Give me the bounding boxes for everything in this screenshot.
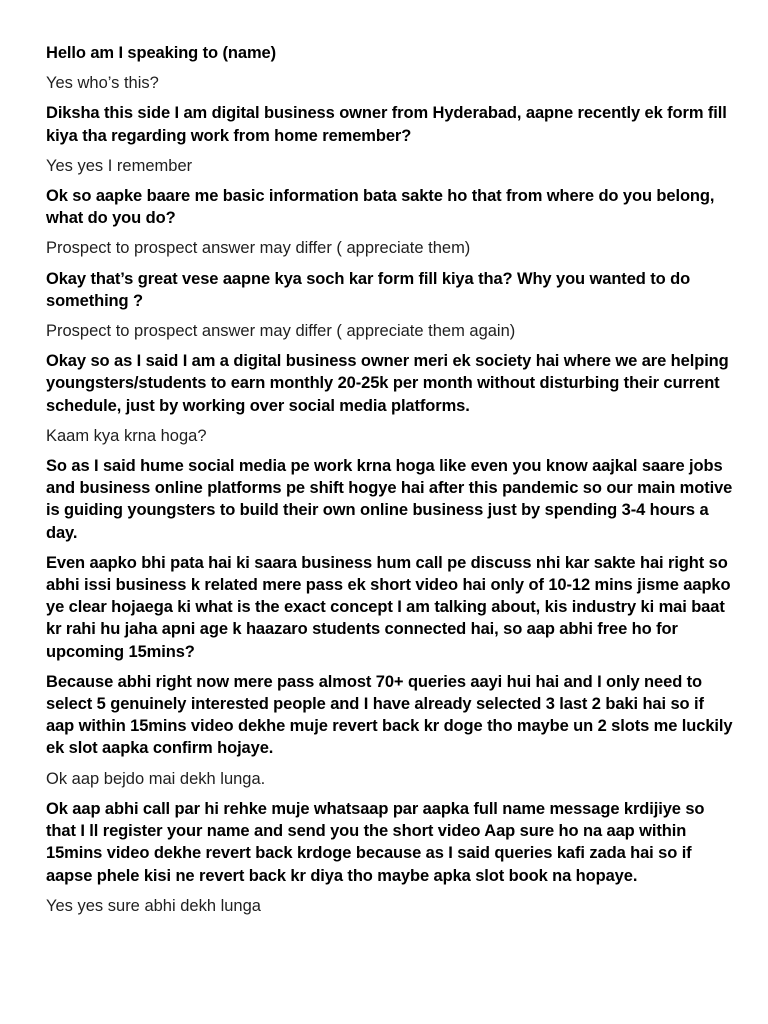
agent-line-greeting: Hello am I speaking to (name) — [46, 44, 276, 62]
prospect-line-send-it: Ok aap bejdo mai dekh lunga. — [46, 769, 266, 788]
agent-line-whatsapp-request: Ok aap abhi call par hi rehke muje whatsaap par aapka full name message krdijiye so that I ll register your name and send you the short video Aap sure ho na aap within 15mins video dekhe revert back krdoge because as I said queries kafi zada hai so if aapse phele kisi ne revert back kr diya tho maybe apka slot book na hopaye. — [46, 799, 705, 885]
prospect-line-will-watch: Yes yes sure abhi dekh lunga — [46, 896, 261, 915]
agent-line-introduction: Diksha this side I am digital business owner from Hyderabad, aapne recently ek form fill kiya tha regarding work from home remember? — [46, 104, 727, 145]
agent-line-business-pitch: Okay so as I said I am a digital business owner meri ek society hai where we are helping youngsters/students to earn monthly 20-25k per month without disturbing their current schedule, just by working over social media platforms. — [46, 352, 729, 415]
prospect-line-work-question: Kaam kya krna hoga? — [46, 426, 207, 445]
call-script-document — [46, 42, 736, 925]
prospect-line-whos-this: Yes who’s this? — [46, 74, 159, 93]
agent-line-short-video: Even aapko bhi pata hai ki saara business hum call pe discuss nhi kar sakte hai right so abhi issi business k related mere pass ek short video hai only of 10-12 mins jisme aapko ye clear hojaega ki what is the exact concept I am talking about, kis industry ki mai baat kr rahi hu jaha apni age k haazaro students connected hai, so aap abhi free ho for upcoming 15mins? — [46, 553, 731, 661]
prospect-line-answer-differs: Prospect to prospect answer may differ ( appreciate them) — [46, 239, 471, 258]
prospect-line-answer-differs-again: Prospect to prospect answer may differ ( appreciate them again) — [46, 322, 516, 341]
agent-line-why-form: Okay that’s great vese aapne kya soch kar form fill kiya tha? Why you wanted to do something ? — [46, 269, 691, 310]
prospect-line-remember: Yes yes I remember — [46, 156, 193, 175]
agent-line-basic-info: Ok so aapke baare me basic information bata sakte ho that from where do you belong, what do you do? — [46, 187, 715, 228]
agent-line-limited-slots: Because abhi right now mere pass almost 70+ queries aayi hui hai and I only need to select 5 genuinely interested people and I have already selected 3 last 2 baki hai so if aap within 15mins video dekhe muje revert back kr doge tho maybe un 2 slots me luckily ek slot aapka confirm hojaye. — [46, 672, 733, 758]
agent-line-social-media-work: So as I said hume social media pe work krna hoga like even you know aajkal saare jobs and business online platforms pe shift hogye hai after this pandemic so our main motive is guiding youngsters to build their own online business just by spending 3-4 hours a day. — [46, 457, 733, 542]
